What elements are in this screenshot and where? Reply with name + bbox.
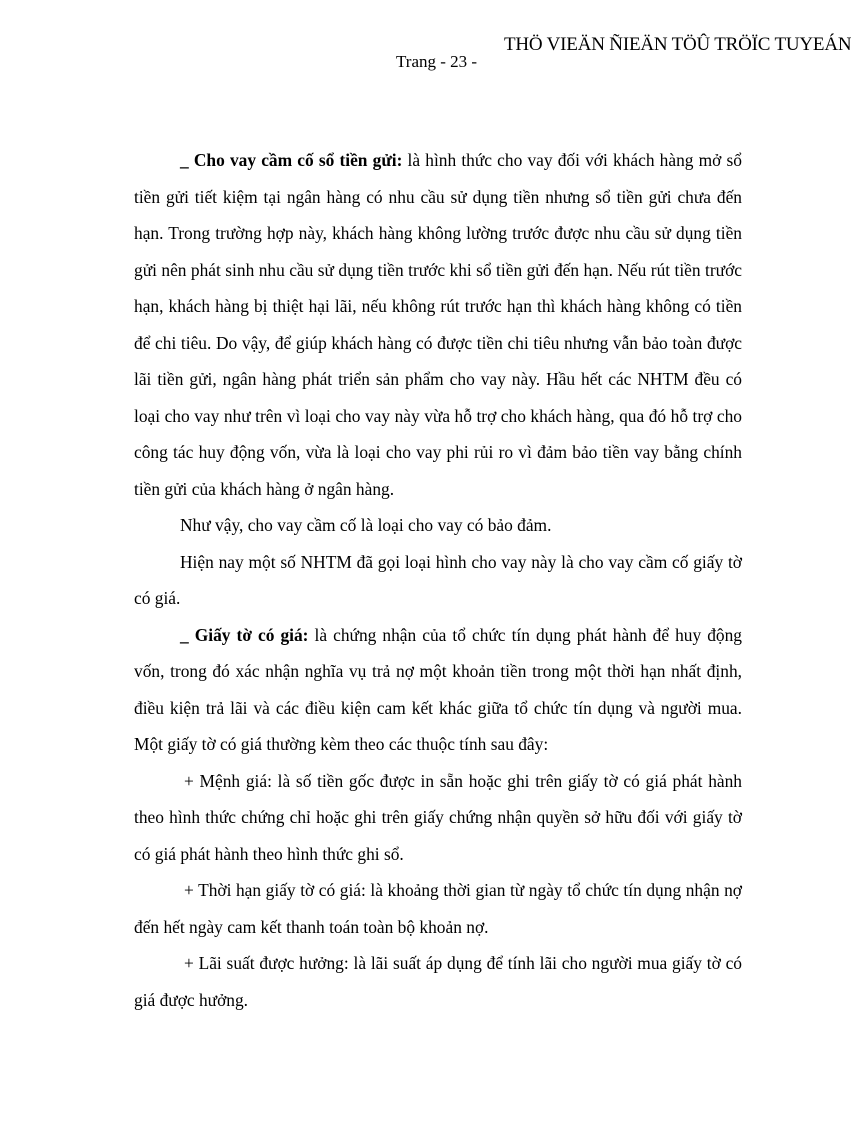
term-valuable-papers: _ Giấy tờ có giá: (180, 624, 309, 645)
definition-pledge-loan: là hình thức cho vay đối với khách hàng mở sổ tiền gửi tiết kiệm tại ngân hàng có nhu cầu sử dụng tiền nhưng sổ tiền gửi chưa đến hạn. Trong trường hợp này, khách hàng không lường trước được nhu cầu sử dụng tiền gửi nên phát sinh nhu cầu sử dụng tiền trước khi sổ tiền gửi đến hạn. Nếu rút tiền trước hạn, khách hàng bị thiệt hại lãi, nếu không rút trước hạn thì khách hàng không có tiền để chi tiêu. Do vậy, để giúp khách hàng có được tiền chi tiêu nhưng vẫn bảo toàn được lãi tiền gửi, ngân hàng phát triển sản phẩm cho vay này. Hầu hết các NHTM đều có loại cho vay như trên vì loại cho vay này vừa hỗ trợ cho khách hàng, qua đó hỗ trợ cho công tác huy động vốn, vừa là loại cho vay phi rủi ro vì đảm bảo tiền vay bằng chính tiền gửi của khách hàng ở ngân hàng. (134, 150, 742, 499)
definition-valuable-papers: là chứng nhận của tổ chức tín dụng phát hành để huy động vốn, trong đó xác nhận nghĩa vụ trả nợ một khoản tiền trong một thời hạn nhất định, điều kiện trả lãi và các điều kiện cam kết khác giữa tổ chức tín dụng và người mua. Một giấy tờ có giá thường kèm theo các thuộc tính sau đây: (134, 624, 742, 754)
page-number: Trang - 23 - (396, 52, 478, 71)
list-item-face-value: + Mệnh giá: là số tiền gốc được in sẵn hoặc ghi trên giấy tờ có giá phát hành theo hình thức chứng chỉ hoặc ghi trên giấy chứng nhận quyền sở hữu đối với giấy tờ có giá phát hành theo hình thức ghi sổ. (134, 770, 742, 864)
paragraph-naming-note: Hiện nay một số NHTM đã gọi loại hình cho vay này là cho vay cầm cố giấy tờ có giá. (134, 551, 742, 608)
list-item-term: + Thời hạn giấy tờ có giá: là khoảng thời gian từ ngày tổ chức tín dụng nhận nợ đến hết ngày cam kết thanh toán toàn bộ khoản nợ. (134, 880, 742, 937)
paragraph-conclusion: Như vậy, cho vay cầm cố là loại cho vay có bảo đảm. (180, 515, 552, 535)
paragraph-pledge-loan (134, 142, 742, 507)
list-item-interest-rate: + Lãi suất được hưởng: là lãi suất áp dụng để tính lãi cho người mua giấy tờ có giá được hưởng. (134, 953, 742, 1010)
library-header-title: THÖ VIEÄN ÑIEÄN TÖÛ TRÖÏC TUYEÁN (504, 34, 851, 55)
document-body (134, 142, 742, 1018)
paragraph-valuable-papers (134, 617, 742, 763)
term-pledge-loan: _ Cho vay cầm cố sổ tiền gửi: (180, 150, 403, 170)
